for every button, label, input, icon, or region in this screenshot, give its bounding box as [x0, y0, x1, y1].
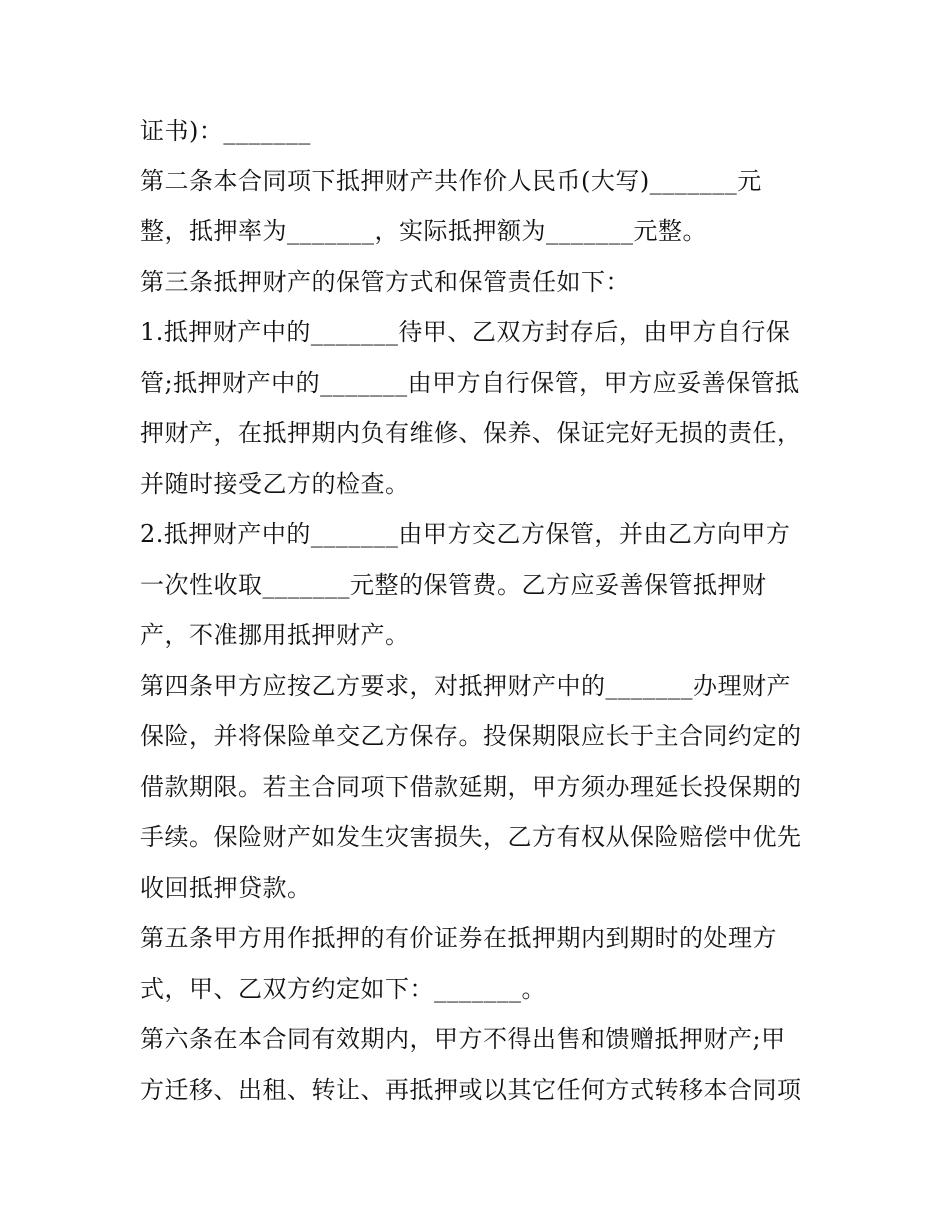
text-line: 保险，并将保险单交乙方保存。投保期限应长于主合同约定的	[140, 722, 802, 750]
text-line: 管;抵押财产中的_______由甲方自行保管，甲方应妥善保管抵	[140, 369, 800, 397]
text-line: 方迁移、出租、转让、再抵押或以其它任何方式转移本合同项	[140, 1076, 802, 1104]
text-line: 手续。保险财产如发生灾害损失，乙方有权从保险赔偿中优先	[140, 823, 802, 851]
text-line: 证书)：_______	[140, 117, 311, 145]
text-line: 第四条甲方应按乙方要求，对抵押财产中的_______办理财产	[140, 672, 791, 700]
text-line: 1.抵押财产中的_______待甲、乙双方封存后，由甲方自行保	[140, 318, 791, 346]
text-line: 第五条甲方用作抵押的有价证券在抵押期内到期时的处理方	[140, 924, 777, 952]
text-line: 2.抵押财产中的_______由甲方交乙方保管，并由乙方向甲方	[140, 520, 791, 548]
text-line: 并随时接受乙方的检查。	[140, 470, 410, 498]
text-line: 借款期限。若主合同项下借款延期，甲方须办理延长投保期的	[140, 773, 802, 801]
text-line: 第六条在本合同有效期内，甲方不得出售和馈赠抵押财产;甲	[140, 1025, 786, 1053]
text-line: 第三条抵押财产的保管方式和保管责任如下：	[140, 268, 630, 296]
text-line: 第二条本合同项下抵押财产共作价人民币(大写)_______元	[140, 167, 762, 195]
text-line: 产，不准挪用抵押财产。	[140, 621, 410, 649]
text-line: 押财产，在抵押期内负有维修、保养、保证完好无损的责任，	[140, 419, 802, 447]
text-line: 整，抵押率为_______，实际抵押额为_______元整。	[140, 217, 707, 245]
text-line: 收回抵押贷款。	[140, 874, 312, 902]
text-line: 式，甲、乙双方约定如下：_______。	[140, 975, 546, 1003]
text-line: 一次性收取_______元整的保管费。乙方应妥善保管抵押财	[140, 571, 767, 599]
